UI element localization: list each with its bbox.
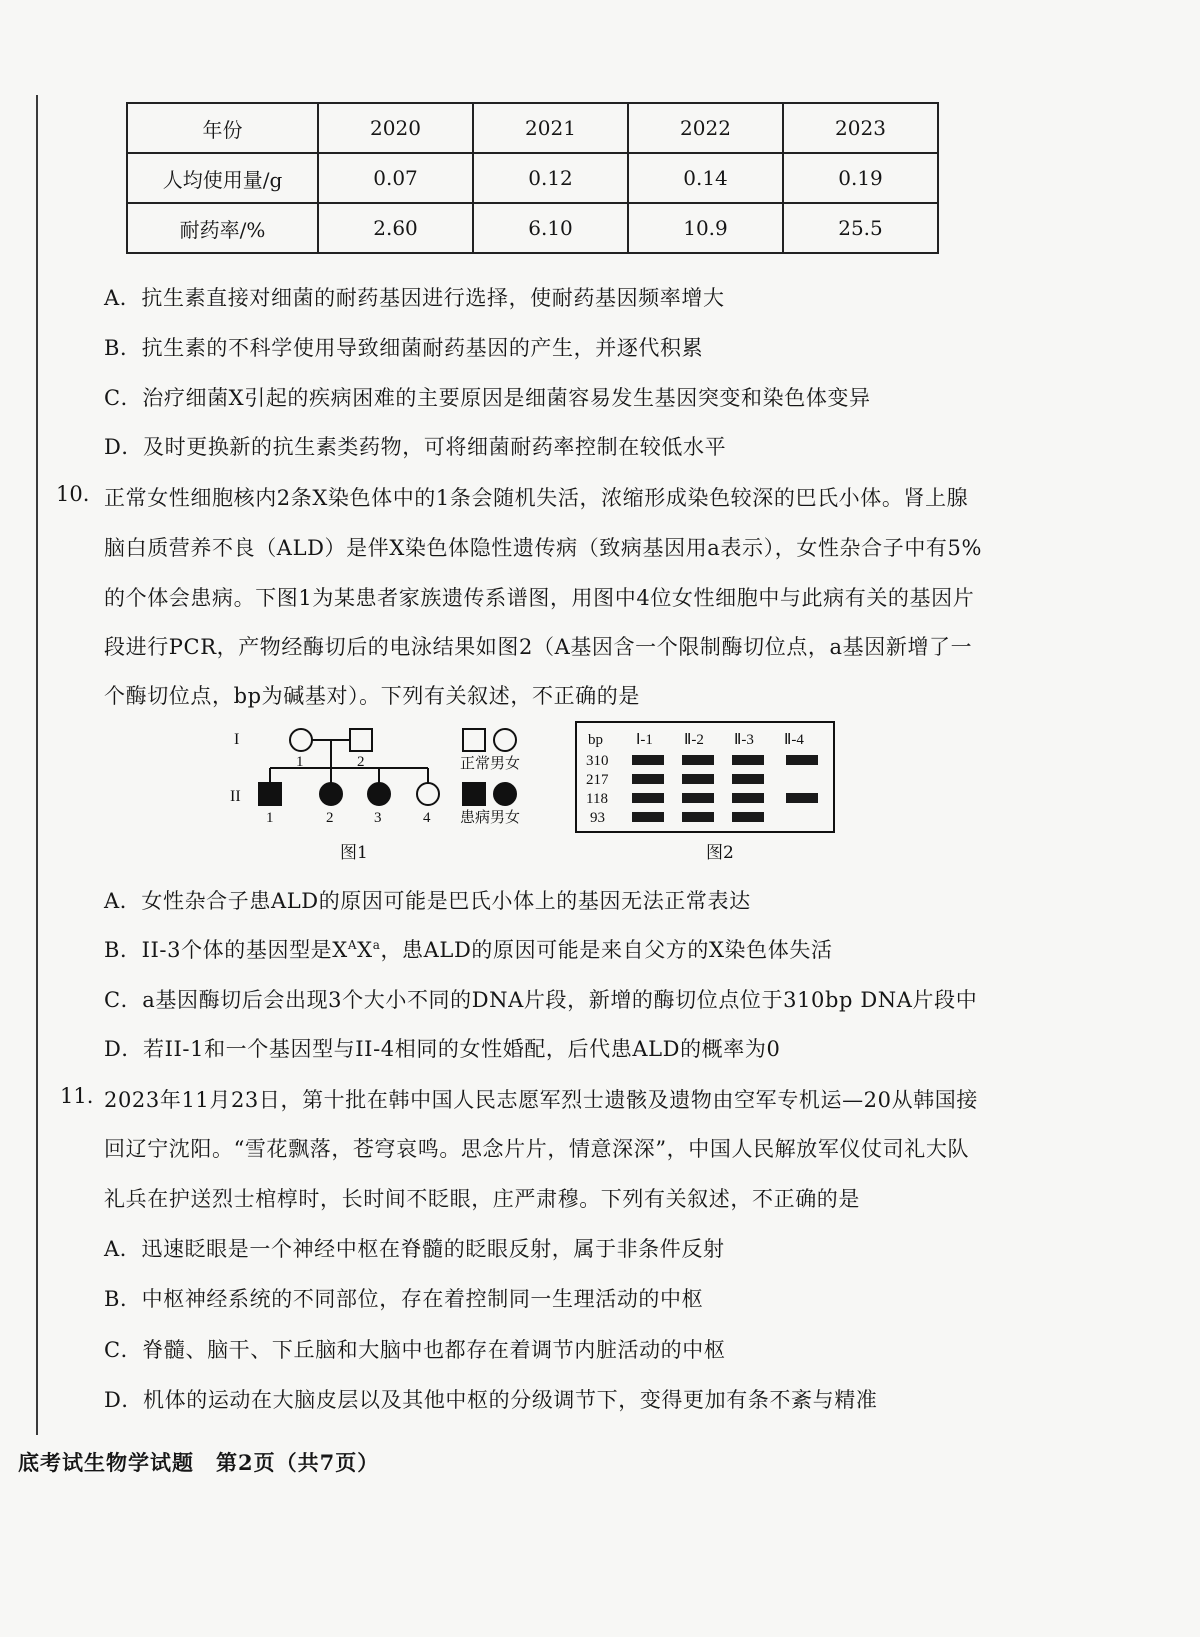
q10-stem-line: 的个体会患病。下图1为某患者家族遗传系谱图，用图中4位女性细胞中与此病有关的基因片 bbox=[104, 586, 975, 610]
q11-stem-line: 2023年11月23日，第十批在韩中国人民志愿军烈士遗骸及遗物由空军专机运—20从韩国接 bbox=[104, 1088, 979, 1112]
gel-band bbox=[632, 755, 664, 765]
band-size-label: 93 bbox=[590, 810, 605, 826]
q11-number: 11. bbox=[60, 1084, 94, 1108]
table-cell: 0.12 bbox=[473, 153, 628, 203]
table-cell: 2.60 bbox=[318, 203, 473, 253]
table-cell: 0.19 bbox=[783, 153, 938, 203]
bp-label: bp bbox=[588, 732, 603, 748]
figure-2-caption: 图2 bbox=[706, 843, 734, 863]
table-cell: 年份 bbox=[127, 103, 318, 153]
individual-number: 1 bbox=[296, 754, 304, 770]
lane-label: Ⅱ-3 bbox=[734, 732, 754, 748]
individual-number: 4 bbox=[423, 810, 431, 826]
table-cell: 耐药率/% bbox=[127, 203, 318, 253]
table-row bbox=[127, 203, 938, 253]
table-cell: 10.9 bbox=[628, 203, 783, 253]
q11-option-b: B．中枢神经系统的不同部位，存在着控制同一生理活动的中枢 bbox=[104, 1287, 704, 1311]
q9-option-a: A．抗生素直接对细菌的耐药基因进行选择，使耐药基因频率增大 bbox=[104, 286, 725, 310]
table-cell: 2022 bbox=[628, 103, 783, 153]
q9-option-c: C．治疗细菌X引起的疾病困难的主要原因是细菌容易发生基因突变和染色体变异 bbox=[104, 386, 871, 410]
individual-number: 2 bbox=[357, 754, 365, 770]
gel-band bbox=[786, 793, 818, 803]
lane-label: Ⅱ-2 bbox=[684, 732, 704, 748]
antibiotic-resistance-table bbox=[126, 102, 939, 254]
legend-affected-label: 患病男女 bbox=[460, 808, 521, 826]
lane-label: Ⅰ-1 bbox=[636, 732, 653, 748]
page-footer: 底考试生物学试题 第2页（共7页） bbox=[18, 1450, 380, 1475]
gel-band bbox=[682, 793, 714, 803]
q10-option-b bbox=[104, 934, 833, 964]
legend-affected-male-icon bbox=[463, 783, 485, 805]
q10-option-b-mid: X bbox=[357, 938, 373, 962]
q10-stem-line: 个酶切位点，bp为碱基对）。下列有关叙述，不正确的是 bbox=[104, 684, 640, 708]
table-cell: 25.5 bbox=[783, 203, 938, 253]
gel-band bbox=[732, 755, 764, 765]
legend-normal-label: 正常男女 bbox=[460, 754, 521, 772]
gel-band bbox=[732, 812, 764, 822]
q11-stem-line: 回辽宁沈阳。“雪花飘落，苍穹哀鸣。思念片片，情意深深”，中国人民解放军仪仗司礼大队 bbox=[104, 1137, 970, 1161]
q10-option-a: A．女性杂合子患ALD的原因可能是巴氏小体上的基因无法正常表达 bbox=[104, 889, 751, 913]
legend-affected-female-icon bbox=[494, 783, 516, 805]
allele-superscript: A bbox=[347, 938, 358, 952]
q9-option-b: B．抗生素的不科学使用导致细菌耐药基因的产生，并逐代积累 bbox=[104, 336, 704, 360]
allele-superscript: a bbox=[372, 938, 381, 952]
left-margin-rule bbox=[36, 95, 38, 1435]
gel-band bbox=[786, 755, 818, 765]
normal-male-symbol bbox=[350, 729, 372, 751]
q10-stem-line: 脑白质营养不良（ALD）是伴X染色体隐性遗传病（致病基因用a表示），女性杂合子中有5% bbox=[104, 536, 983, 560]
table-cell: 0.14 bbox=[628, 153, 783, 203]
band-size-label: 118 bbox=[586, 791, 608, 807]
q10-stem-line: 正常女性细胞核内2条X染色体中的1条会随机失活，浓缩形成染色较深的巴氏小体。肾上腺 bbox=[104, 486, 969, 510]
table-cell: 2021 bbox=[473, 103, 628, 153]
normal-female-symbol bbox=[290, 729, 312, 751]
gel-band bbox=[732, 793, 764, 803]
gel-band bbox=[632, 812, 664, 822]
legend-normal-male-icon bbox=[463, 729, 485, 751]
band-size-label: 310 bbox=[586, 753, 609, 769]
q9-option-d: D．及时更换新的抗生素类药物，可将细菌耐药率控制在较低水平 bbox=[104, 435, 727, 459]
gel-band bbox=[632, 774, 664, 784]
affected-female-symbol bbox=[368, 783, 390, 805]
legend-normal-female-icon bbox=[494, 729, 516, 751]
table-header-row bbox=[127, 103, 938, 153]
table-cell: 2020 bbox=[318, 103, 473, 153]
affected-male-symbol bbox=[259, 783, 281, 805]
q10-option-b-prefix: B．II-3个体的基因型是X bbox=[104, 938, 348, 962]
table-row bbox=[127, 153, 938, 203]
generation-label: I bbox=[234, 731, 240, 748]
gel-band bbox=[682, 812, 714, 822]
q11-option-a: A．迅速眨眼是一个神经中枢在脊髓的眨眼反射，属于非条件反射 bbox=[104, 1237, 725, 1261]
q10-stem-line: 段进行PCR，产物经酶切后的电泳结果如图2（A基因含一个限制酶切位点，a基因新增了一 bbox=[104, 635, 973, 659]
gel-band bbox=[632, 793, 664, 803]
q10-number: 10. bbox=[56, 482, 90, 506]
q11-option-c: C．脊髓、脑干、下丘脑和大脑中也都存在着调节内脏活动的中枢 bbox=[104, 1338, 726, 1362]
electrophoresis-figure bbox=[572, 720, 842, 870]
gel-band bbox=[732, 774, 764, 784]
q10-option-b-suffix: ，患ALD的原因可能是来自父方的X染色体失活 bbox=[380, 938, 833, 962]
band-size-label: 217 bbox=[586, 772, 609, 788]
table-cell: 2023 bbox=[783, 103, 938, 153]
individual-number: 1 bbox=[266, 810, 274, 826]
individual-number: 2 bbox=[326, 810, 334, 826]
normal-female-symbol bbox=[417, 783, 439, 805]
q10-option-c: C．a基因酶切后会出现3个大小不同的DNA片段，新增的酶切位点位于310bp DNA片段中 bbox=[104, 988, 978, 1012]
pedigree-figure bbox=[220, 718, 570, 868]
lane-label: Ⅱ-4 bbox=[784, 732, 804, 748]
gel-band bbox=[682, 774, 714, 784]
individual-number: 3 bbox=[374, 810, 382, 826]
table-cell: 0.07 bbox=[318, 153, 473, 203]
figure-1-caption: 图1 bbox=[340, 843, 368, 863]
affected-female-symbol bbox=[320, 783, 342, 805]
q10-option-d: D．若II-1和一个基因型与II-4相同的女性婚配，后代患ALD的概率为0 bbox=[104, 1037, 781, 1061]
table-cell: 人均使用量/g bbox=[127, 153, 318, 203]
table-cell: 6.10 bbox=[473, 203, 628, 253]
q11-option-d: D．机体的运动在大脑皮层以及其他中枢的分级调节下，变得更加有条不紊与精准 bbox=[104, 1388, 878, 1412]
q11-stem-line: 礼兵在护送烈士棺椁时，长时间不眨眼，庄严肃穆。下列有关叙述，不正确的是 bbox=[104, 1187, 860, 1211]
gel-band bbox=[682, 755, 714, 765]
generation-label: II bbox=[230, 788, 241, 805]
